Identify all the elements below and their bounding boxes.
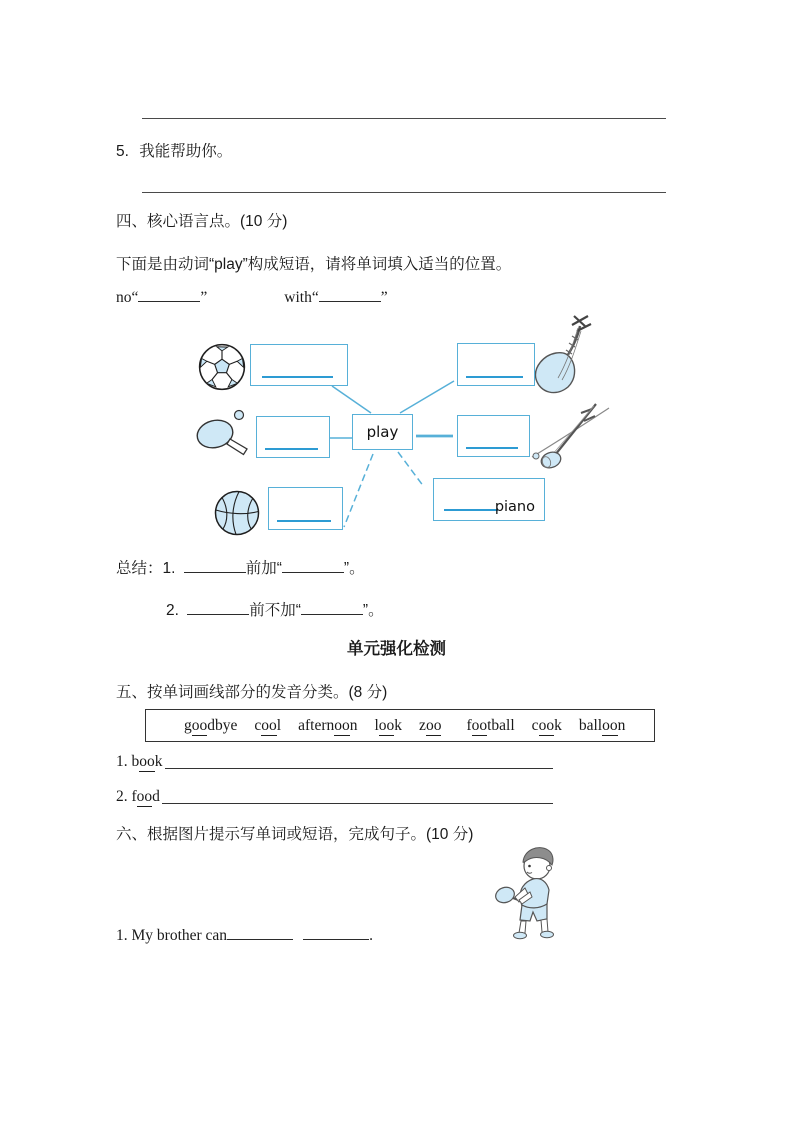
unit-test-title: 单元强化检测 (347, 640, 446, 658)
erhu-fiddle-icon (530, 396, 612, 472)
pipa-lute-icon (528, 314, 600, 400)
sentence-blank-1[interactable] (227, 925, 293, 940)
football-icon (197, 342, 247, 392)
with-close-quote: ” (380, 289, 388, 306)
sentence-period: . (369, 927, 373, 944)
word-zoo: zoo (419, 716, 442, 734)
item-number: 5. (116, 143, 129, 160)
fill-box-erhu[interactable] (457, 415, 530, 457)
fill-box-pipa[interactable] (457, 343, 535, 386)
fill-box-piano[interactable] (433, 478, 545, 521)
fill-box-basketball[interactable] (268, 487, 343, 530)
classify-answer-line[interactable] (165, 768, 554, 769)
summary1-blank-b[interactable] (282, 558, 344, 573)
summary1-end: ”。 (343, 560, 365, 577)
basketball-icon (213, 489, 261, 537)
answer-line-5[interactable] (142, 192, 666, 193)
sentence-blank-2[interactable] (303, 925, 369, 940)
classify-row-food (116, 786, 553, 806)
classify-row-book (116, 751, 553, 771)
no-close-quote: ” (200, 289, 208, 306)
summary2-end: ”。 (362, 602, 384, 619)
fill-box-table-tennis[interactable] (256, 416, 330, 458)
summary2-mid: 前不加“ (249, 602, 301, 619)
word-football: football (466, 716, 515, 734)
fill-box-football[interactable] (250, 344, 348, 386)
sentence-row-1 (116, 925, 373, 945)
answer-line-4[interactable] (142, 118, 666, 119)
section4-instruction: 下面是由动词“play”构成短语，请将单词填入适当的位置。 (116, 256, 512, 273)
fill-box-underline (262, 376, 333, 378)
fill-box-underline (444, 509, 498, 511)
summary-line-2 (166, 598, 384, 620)
fill-box-underline (466, 376, 522, 378)
summary-line-1 (116, 556, 365, 578)
summary-lead: 总结：1. (116, 560, 176, 577)
summary2-blank-b[interactable] (301, 600, 363, 615)
boy-playing-table-tennis-icon (492, 842, 570, 940)
summary1-blank-a[interactable] (184, 558, 246, 573)
fill-box-underline (265, 448, 318, 450)
word-goodbye: goodbye (184, 716, 238, 734)
section5-heading: 五、按单词画线部分的发音分类。(8 分) (116, 684, 388, 701)
item-text: 我能帮助你。 (139, 143, 233, 160)
summary1-mid: 前加“ (245, 560, 282, 577)
fill-box-underline (466, 447, 519, 449)
section6-heading: 六、根据图片提示写单词或短语，完成句子。(10 分) (116, 826, 474, 843)
word-cook: cook (531, 716, 562, 734)
word-cool: cool (254, 716, 282, 734)
no-blank[interactable] (138, 287, 200, 302)
play-center-box (352, 414, 413, 450)
no-label: no“ (116, 289, 139, 306)
word-look: look (374, 716, 403, 734)
word-balloon: balloon (578, 716, 626, 734)
with-blank[interactable] (319, 287, 381, 302)
no-with-row (116, 287, 388, 307)
sentence-text: 1. My brother can (116, 927, 228, 944)
fill-box-underline (277, 520, 331, 522)
translation-item-5 (116, 139, 232, 161)
summary2-num: 2. (166, 602, 179, 619)
classify-word-food: 2. food (116, 788, 160, 805)
section4-heading: 四、核心语言点。(10 分) (116, 213, 288, 230)
classify-word-book: 1. book (116, 753, 163, 770)
play-label: play (366, 423, 399, 441)
word-afternoon: afternoon (298, 716, 358, 734)
classify-answer-line[interactable] (162, 803, 553, 804)
table-tennis-paddle-icon (192, 406, 254, 462)
piano-label: piano (494, 499, 535, 515)
with-label: with“ (284, 289, 319, 306)
word-bank-box (145, 709, 655, 742)
summary2-blank-a[interactable] (187, 600, 249, 615)
